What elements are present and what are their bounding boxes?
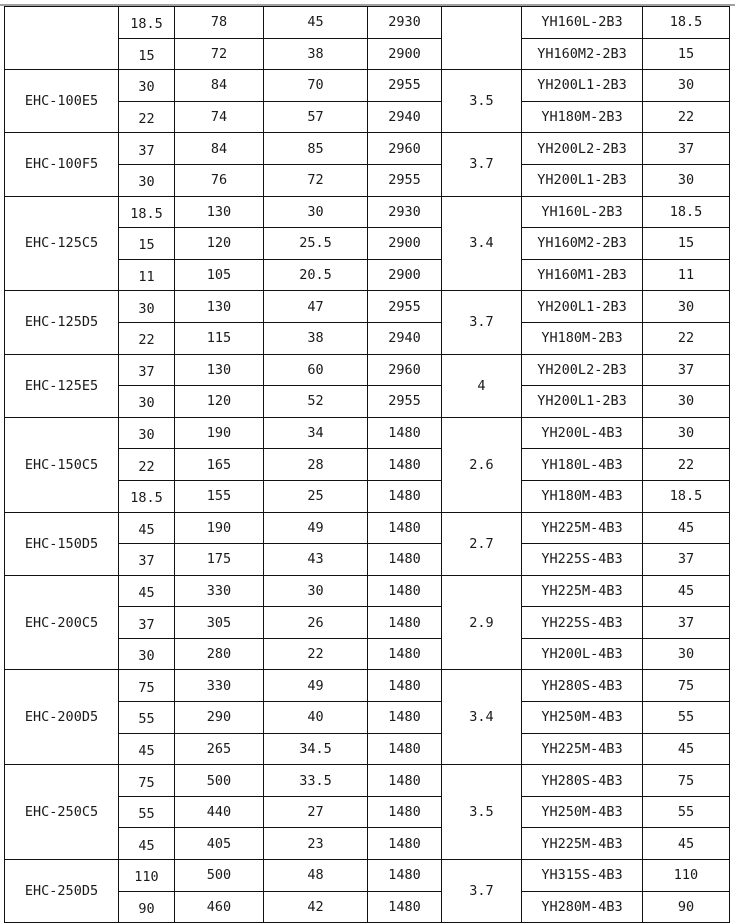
head-cell: 22 xyxy=(264,638,368,670)
power-cell: 30 xyxy=(119,70,175,102)
motor-power-cell: 18.5 xyxy=(643,196,730,228)
power-cell: 55 xyxy=(119,702,175,734)
pump-model-cell: EHC-100F5 xyxy=(5,133,119,196)
power-cell: 18.5 xyxy=(119,480,175,512)
motor-power-cell: 15 xyxy=(643,38,730,70)
power-cell: 45 xyxy=(119,512,175,544)
pump-model-cell: EHC-100E5 xyxy=(5,70,119,133)
speed-cell: 1480 xyxy=(368,796,442,828)
flow-cell: 165 xyxy=(175,449,264,481)
flow-cell: 305 xyxy=(175,607,264,639)
head-cell: 49 xyxy=(264,512,368,544)
power-cell: 45 xyxy=(119,733,175,765)
motor-model-cell: YH200L1-2B3 xyxy=(522,70,643,102)
npsh-cell: 3.5 xyxy=(442,765,522,860)
motor-power-cell: 18.5 xyxy=(643,7,730,39)
head-cell: 26 xyxy=(264,607,368,639)
power-cell: 37 xyxy=(119,354,175,386)
flow-cell: 130 xyxy=(175,354,264,386)
power-cell: 45 xyxy=(119,828,175,860)
motor-power-cell: 22 xyxy=(643,101,730,133)
head-cell: 85 xyxy=(264,133,368,165)
motor-power-cell: 37 xyxy=(643,544,730,576)
npsh-cell: 3.7 xyxy=(442,860,522,923)
speed-cell: 1480 xyxy=(368,765,442,797)
power-cell: 30 xyxy=(119,417,175,449)
head-cell: 48 xyxy=(264,860,368,892)
power-cell: 18.5 xyxy=(119,196,175,228)
flow-cell: 72 xyxy=(175,38,264,70)
speed-cell: 1480 xyxy=(368,607,442,639)
speed-cell: 1480 xyxy=(368,575,442,607)
speed-cell: 2900 xyxy=(368,259,442,291)
pump-model-cell: EHC-200C5 xyxy=(5,575,119,670)
head-cell: 45 xyxy=(264,7,368,39)
head-cell: 60 xyxy=(264,354,368,386)
speed-cell: 2900 xyxy=(368,228,442,260)
pump-model-cell: EHC-250D5 xyxy=(5,860,119,923)
speed-cell: 1480 xyxy=(368,891,442,923)
table-row xyxy=(5,7,730,39)
motor-power-cell: 30 xyxy=(643,291,730,323)
motor-model-cell: YH225M-4B3 xyxy=(522,733,643,765)
speed-cell: 1480 xyxy=(368,860,442,892)
speed-cell: 2955 xyxy=(368,386,442,418)
npsh-cell: 4 xyxy=(442,354,522,417)
motor-model-cell: YH200L2-2B3 xyxy=(522,354,643,386)
motor-power-cell: 45 xyxy=(643,828,730,860)
motor-model-cell: YH180L-4B3 xyxy=(522,449,643,481)
head-cell: 30 xyxy=(264,575,368,607)
power-cell: 30 xyxy=(119,386,175,418)
head-cell: 28 xyxy=(264,449,368,481)
motor-model-cell: YH200L-4B3 xyxy=(522,417,643,449)
motor-power-cell: 30 xyxy=(643,638,730,670)
table-row xyxy=(5,354,730,386)
motor-model-cell: YH200L2-2B3 xyxy=(522,133,643,165)
speed-cell: 1480 xyxy=(368,544,442,576)
power-cell: 30 xyxy=(119,164,175,196)
motor-model-cell: YH180M-2B3 xyxy=(522,101,643,133)
npsh-cell: 3.5 xyxy=(442,70,522,133)
table-row xyxy=(5,196,730,228)
head-cell: 40 xyxy=(264,702,368,734)
head-cell: 57 xyxy=(264,101,368,133)
motor-power-cell: 30 xyxy=(643,70,730,102)
speed-cell: 2960 xyxy=(368,354,442,386)
speed-cell: 1480 xyxy=(368,638,442,670)
npsh-cell: 3.4 xyxy=(442,670,522,765)
motor-power-cell: 45 xyxy=(643,575,730,607)
pump-model-cell: EHC-150C5 xyxy=(5,417,119,512)
flow-cell: 84 xyxy=(175,70,264,102)
power-cell: 90 xyxy=(119,891,175,923)
pump-model-cell: EHC-125C5 xyxy=(5,196,119,291)
motor-model-cell: YH160M1-2B3 xyxy=(522,259,643,291)
flow-cell: 120 xyxy=(175,228,264,260)
head-cell: 27 xyxy=(264,796,368,828)
motor-model-cell: YH200L-4B3 xyxy=(522,638,643,670)
pump-model-cell: EHC-200D5 xyxy=(5,670,119,765)
flow-cell: 105 xyxy=(175,259,264,291)
power-cell: 22 xyxy=(119,449,175,481)
speed-cell: 2900 xyxy=(368,38,442,70)
speed-cell: 2940 xyxy=(368,322,442,354)
motor-power-cell: 11 xyxy=(643,259,730,291)
speed-cell: 1480 xyxy=(368,733,442,765)
speed-cell: 1480 xyxy=(368,512,442,544)
motor-model-cell: YH160M2-2B3 xyxy=(522,228,643,260)
head-cell: 34 xyxy=(264,417,368,449)
power-cell: 37 xyxy=(119,544,175,576)
motor-model-cell: YH180M-4B3 xyxy=(522,480,643,512)
motor-power-cell: 75 xyxy=(643,765,730,797)
motor-power-cell: 22 xyxy=(643,449,730,481)
motor-model-cell: YH250M-4B3 xyxy=(522,796,643,828)
motor-model-cell: YH225M-4B3 xyxy=(522,575,643,607)
npsh-cell: 2.6 xyxy=(442,417,522,512)
head-cell: 34.5 xyxy=(264,733,368,765)
motor-model-cell: YH160L-2B3 xyxy=(522,7,643,39)
flow-cell: 500 xyxy=(175,860,264,892)
power-cell: 15 xyxy=(119,228,175,260)
head-cell: 42 xyxy=(264,891,368,923)
motor-power-cell: 37 xyxy=(643,607,730,639)
power-cell: 30 xyxy=(119,638,175,670)
npsh-cell: 3.7 xyxy=(442,291,522,354)
speed-cell: 2955 xyxy=(368,291,442,323)
npsh-cell: 3.4 xyxy=(442,196,522,291)
motor-power-cell: 55 xyxy=(643,796,730,828)
head-cell: 72 xyxy=(264,164,368,196)
head-cell: 33.5 xyxy=(264,765,368,797)
power-cell: 30 xyxy=(119,291,175,323)
motor-model-cell: YH250M-4B3 xyxy=(522,702,643,734)
flow-cell: 440 xyxy=(175,796,264,828)
motor-model-cell: YH280S-4B3 xyxy=(522,670,643,702)
flow-cell: 130 xyxy=(175,291,264,323)
motor-model-cell: YH160L-2B3 xyxy=(522,196,643,228)
pump-model-cell: EHC-250C5 xyxy=(5,765,119,860)
power-cell: 75 xyxy=(119,765,175,797)
speed-cell: 2940 xyxy=(368,101,442,133)
motor-model-cell: YH225M-4B3 xyxy=(522,512,643,544)
motor-power-cell: 18.5 xyxy=(643,480,730,512)
flow-cell: 330 xyxy=(175,670,264,702)
motor-model-cell: YH200L1-2B3 xyxy=(522,386,643,418)
npsh-cell: 2.9 xyxy=(442,575,522,670)
motor-power-cell: 90 xyxy=(643,891,730,923)
flow-cell: 84 xyxy=(175,133,264,165)
flow-cell: 290 xyxy=(175,702,264,734)
power-cell: 55 xyxy=(119,796,175,828)
power-cell: 15 xyxy=(119,38,175,70)
flow-cell: 155 xyxy=(175,480,264,512)
flow-cell: 500 xyxy=(175,765,264,797)
speed-cell: 1480 xyxy=(368,702,442,734)
head-cell: 52 xyxy=(264,386,368,418)
flow-cell: 115 xyxy=(175,322,264,354)
pump-model-cell xyxy=(5,7,119,70)
speed-cell: 1480 xyxy=(368,670,442,702)
flow-cell: 78 xyxy=(175,7,264,39)
table-row xyxy=(5,133,730,165)
motor-power-cell: 30 xyxy=(643,164,730,196)
table-row xyxy=(5,765,730,797)
head-cell: 30 xyxy=(264,196,368,228)
power-cell: 37 xyxy=(119,133,175,165)
flow-cell: 130 xyxy=(175,196,264,228)
motor-power-cell: 45 xyxy=(643,512,730,544)
flow-cell: 330 xyxy=(175,575,264,607)
motor-model-cell: YH315S-4B3 xyxy=(522,860,643,892)
flow-cell: 76 xyxy=(175,164,264,196)
head-cell: 47 xyxy=(264,291,368,323)
motor-power-cell: 22 xyxy=(643,322,730,354)
flow-cell: 190 xyxy=(175,417,264,449)
motor-power-cell: 15 xyxy=(643,228,730,260)
speed-cell: 2930 xyxy=(368,7,442,39)
motor-model-cell: YH225M-4B3 xyxy=(522,828,643,860)
flow-cell: 190 xyxy=(175,512,264,544)
motor-model-cell: YH180M-2B3 xyxy=(522,322,643,354)
head-cell: 23 xyxy=(264,828,368,860)
motor-model-cell: YH200L1-2B3 xyxy=(522,164,643,196)
motor-power-cell: 30 xyxy=(643,417,730,449)
power-cell: 37 xyxy=(119,607,175,639)
flow-cell: 265 xyxy=(175,733,264,765)
pump-model-cell: EHC-125E5 xyxy=(5,354,119,417)
flow-cell: 120 xyxy=(175,386,264,418)
motor-model-cell: YH280S-4B3 xyxy=(522,765,643,797)
flow-cell: 175 xyxy=(175,544,264,576)
table-row xyxy=(5,417,730,449)
motor-model-cell: YH225S-4B3 xyxy=(522,607,643,639)
power-cell: 22 xyxy=(119,322,175,354)
speed-cell: 1480 xyxy=(368,417,442,449)
pump-model-cell: EHC-150D5 xyxy=(5,512,119,575)
speed-cell: 2960 xyxy=(368,133,442,165)
table-row xyxy=(5,70,730,102)
table-row xyxy=(5,670,730,702)
motor-power-cell: 45 xyxy=(643,733,730,765)
pump-model-cell: EHC-125D5 xyxy=(5,291,119,354)
npsh-cell xyxy=(442,7,522,70)
head-cell: 25 xyxy=(264,480,368,512)
head-cell: 38 xyxy=(264,38,368,70)
npsh-cell: 2.7 xyxy=(442,512,522,575)
speed-cell: 2930 xyxy=(368,196,442,228)
flow-cell: 280 xyxy=(175,638,264,670)
motor-power-cell: 30 xyxy=(643,386,730,418)
speed-cell: 1480 xyxy=(368,480,442,512)
head-cell: 70 xyxy=(264,70,368,102)
power-cell: 22 xyxy=(119,101,175,133)
table-row xyxy=(5,575,730,607)
motor-model-cell: YH160M2-2B3 xyxy=(522,38,643,70)
motor-power-cell: 110 xyxy=(643,860,730,892)
head-cell: 25.5 xyxy=(264,228,368,260)
power-cell: 45 xyxy=(119,575,175,607)
head-cell: 20.5 xyxy=(264,259,368,291)
motor-model-cell: YH225S-4B3 xyxy=(522,544,643,576)
npsh-cell: 3.7 xyxy=(442,133,522,196)
flow-cell: 74 xyxy=(175,101,264,133)
head-cell: 43 xyxy=(264,544,368,576)
power-cell: 18.5 xyxy=(119,7,175,39)
table-row xyxy=(5,291,730,323)
speed-cell: 2955 xyxy=(368,70,442,102)
motor-model-cell: YH280M-4B3 xyxy=(522,891,643,923)
power-cell: 75 xyxy=(119,670,175,702)
table-row xyxy=(5,860,730,892)
table-row xyxy=(5,512,730,544)
motor-power-cell: 75 xyxy=(643,670,730,702)
motor-power-cell: 55 xyxy=(643,702,730,734)
speed-cell: 2955 xyxy=(368,164,442,196)
power-cell: 11 xyxy=(119,259,175,291)
motor-power-cell: 37 xyxy=(643,133,730,165)
motor-power-cell: 37 xyxy=(643,354,730,386)
power-cell: 110 xyxy=(119,860,175,892)
head-cell: 38 xyxy=(264,322,368,354)
flow-cell: 460 xyxy=(175,891,264,923)
motor-model-cell: YH200L1-2B3 xyxy=(522,291,643,323)
speed-cell: 1480 xyxy=(368,449,442,481)
pump-spec-table xyxy=(4,6,730,923)
speed-cell: 1480 xyxy=(368,828,442,860)
head-cell: 49 xyxy=(264,670,368,702)
flow-cell: 405 xyxy=(175,828,264,860)
